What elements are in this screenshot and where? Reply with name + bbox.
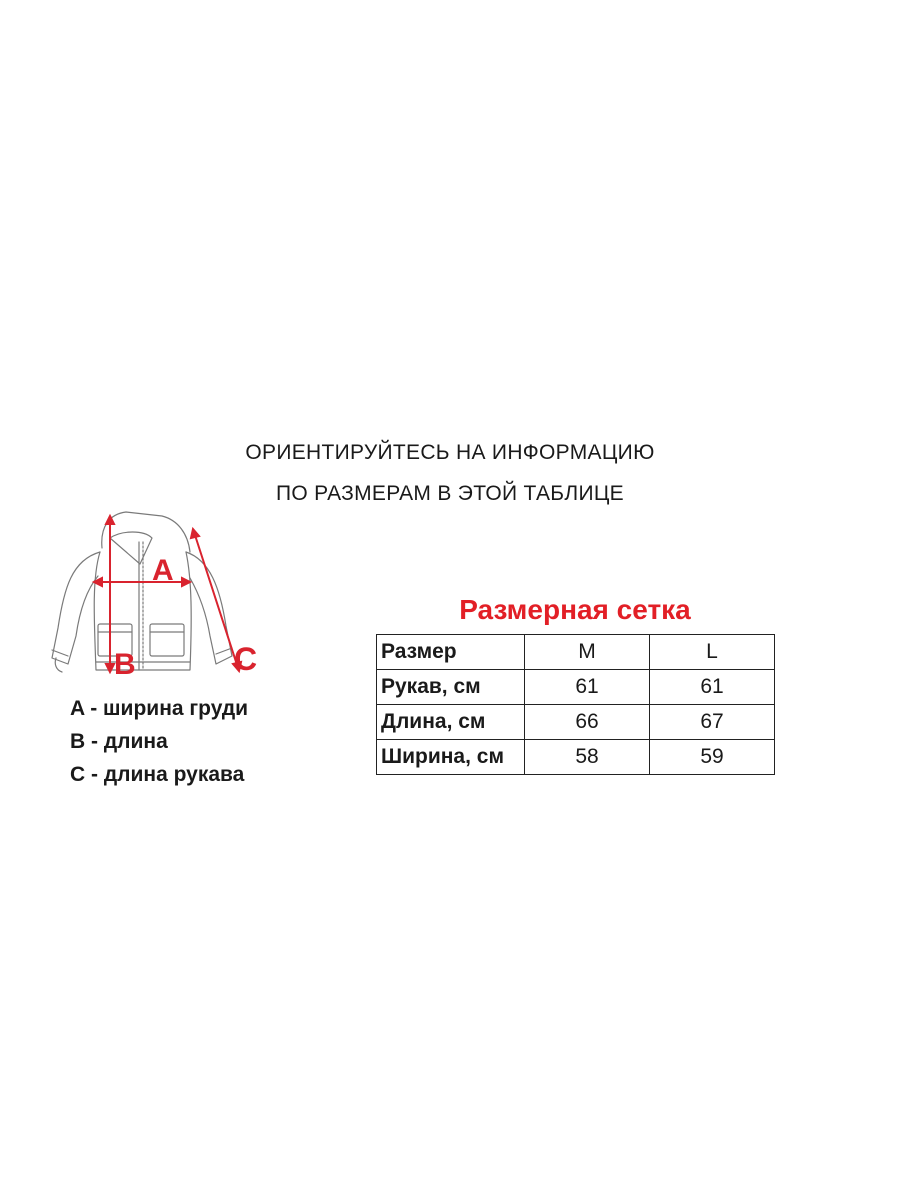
row-label-size: Размер <box>377 635 525 670</box>
table-row <box>377 740 775 775</box>
row-label-length: Длина, см <box>377 705 525 740</box>
table-row <box>377 705 775 740</box>
jacket-hood <box>102 512 190 552</box>
table-cell: 66 <box>525 705 650 740</box>
row-label-width: Ширина, см <box>377 740 525 775</box>
table-cell: 61 <box>650 670 775 705</box>
table-row <box>377 635 775 670</box>
legend-item-b: B - длина <box>70 730 168 753</box>
diagram-label-c: C <box>234 641 258 677</box>
jacket-pocket-right <box>150 624 184 656</box>
jacket-left-sleeve <box>52 552 100 664</box>
legend-item-a: A - ширина груди <box>70 697 249 720</box>
table-cell: 67 <box>650 705 775 740</box>
size-chart-table <box>376 634 775 775</box>
table-cell: 58 <box>525 740 650 775</box>
table-row <box>377 670 775 705</box>
legend-item-c: C - длина рукава <box>70 763 245 786</box>
row-label-sleeve: Рукав, см <box>377 670 525 705</box>
jacket-right-sleeve <box>186 552 232 664</box>
table-cell: 59 <box>650 740 775 775</box>
size-header-m: M <box>525 635 650 670</box>
heading-line-2: ПО РАЗМЕРАМ В ЭТОЙ ТАБЛИЦЕ <box>276 482 624 505</box>
table-cell: 61 <box>525 670 650 705</box>
jacket-measurement-diagram <box>40 508 280 683</box>
diagram-label-b: B <box>114 648 136 681</box>
measurement-legend <box>70 692 248 791</box>
size-header-l: L <box>650 635 775 670</box>
jacket-outline <box>52 512 232 672</box>
size-chart-title: Размерная сетка <box>459 594 691 625</box>
diagram-label-a: A <box>152 554 174 587</box>
heading-line-1: ОРИЕНТИРУЙТЕСЬ НА ИНФОРМАЦИЮ <box>245 441 655 464</box>
